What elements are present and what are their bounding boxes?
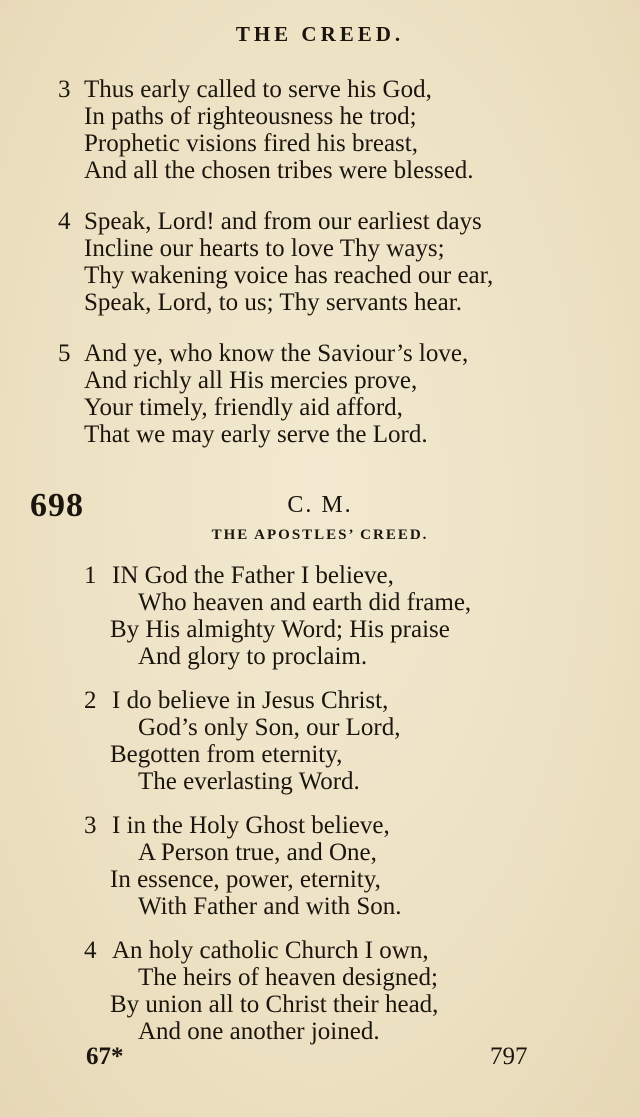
stanza-number: 3 <box>84 812 97 839</box>
line-text: A Person true, and One, <box>138 839 377 866</box>
stanza-number: 4 <box>84 937 97 964</box>
line-text: By His almighty Word; His praise <box>110 616 450 643</box>
line-text: And ye, who know the Saviour’s love, <box>84 340 469 367</box>
line-text: With Father and with Son. <box>138 893 402 920</box>
line-text: Thy wakening voice has reached our ear, <box>84 262 494 289</box>
line-text: And glory to proclaim. <box>138 643 368 670</box>
hymn-title: THE APOSTLES’ CREED. <box>211 527 429 543</box>
line-text: And one another joined. <box>138 1018 380 1045</box>
stanza-number: 5 <box>58 340 71 367</box>
line-text: That we may early serve the Lord. <box>84 421 428 448</box>
running-head: THE CREED. <box>235 22 405 46</box>
line-text: I do believe in Jesus Christ, <box>112 687 389 714</box>
line-text: In paths of righteousness he trod; <box>84 103 417 130</box>
line-text: Who heaven and earth did frame, <box>138 589 472 616</box>
line-text: In essence, power, eternity, <box>110 866 381 893</box>
signature-mark: 67* <box>86 1043 124 1070</box>
line-text: Begotten from eternity, <box>110 741 343 768</box>
line-text: Speak, Lord! and from our earliest days <box>84 208 482 235</box>
line-text: And all the chosen tribes were blessed. <box>84 157 474 184</box>
stanza-number: 1 <box>84 562 97 589</box>
line-text: Speak, Lord, to us; Thy servants hear. <box>84 289 462 316</box>
line-text: Your timely, friendly aid afford, <box>84 394 403 421</box>
line-text: Incline our hearts to love Thy ways; <box>84 235 445 262</box>
line-text: Prophetic visions fired his breast, <box>84 130 418 157</box>
line-text: IN God the Father I believe, <box>112 562 394 589</box>
line-text: By union all to Christ their head, <box>110 991 439 1018</box>
line-text: The heirs of heaven designed; <box>138 964 438 991</box>
line-text: An holy catholic Church I own, <box>112 937 429 964</box>
hymn-meter: C. M. <box>287 492 353 518</box>
stanza-number: 4 <box>58 208 71 235</box>
stanza-number: 3 <box>58 76 71 103</box>
stanza-number: 2 <box>84 687 97 714</box>
line-text: God’s only Son, our Lord, <box>138 714 401 741</box>
page-number: 797 <box>490 1043 528 1070</box>
line-text: Thus early called to serve his God, <box>84 76 432 103</box>
line-text: The everlasting Word. <box>138 768 360 795</box>
hymn-number: 698 <box>30 487 84 524</box>
line-text: And richly all His mercies prove, <box>84 367 418 394</box>
line-text: I in the Holy Ghost believe, <box>112 812 390 839</box>
